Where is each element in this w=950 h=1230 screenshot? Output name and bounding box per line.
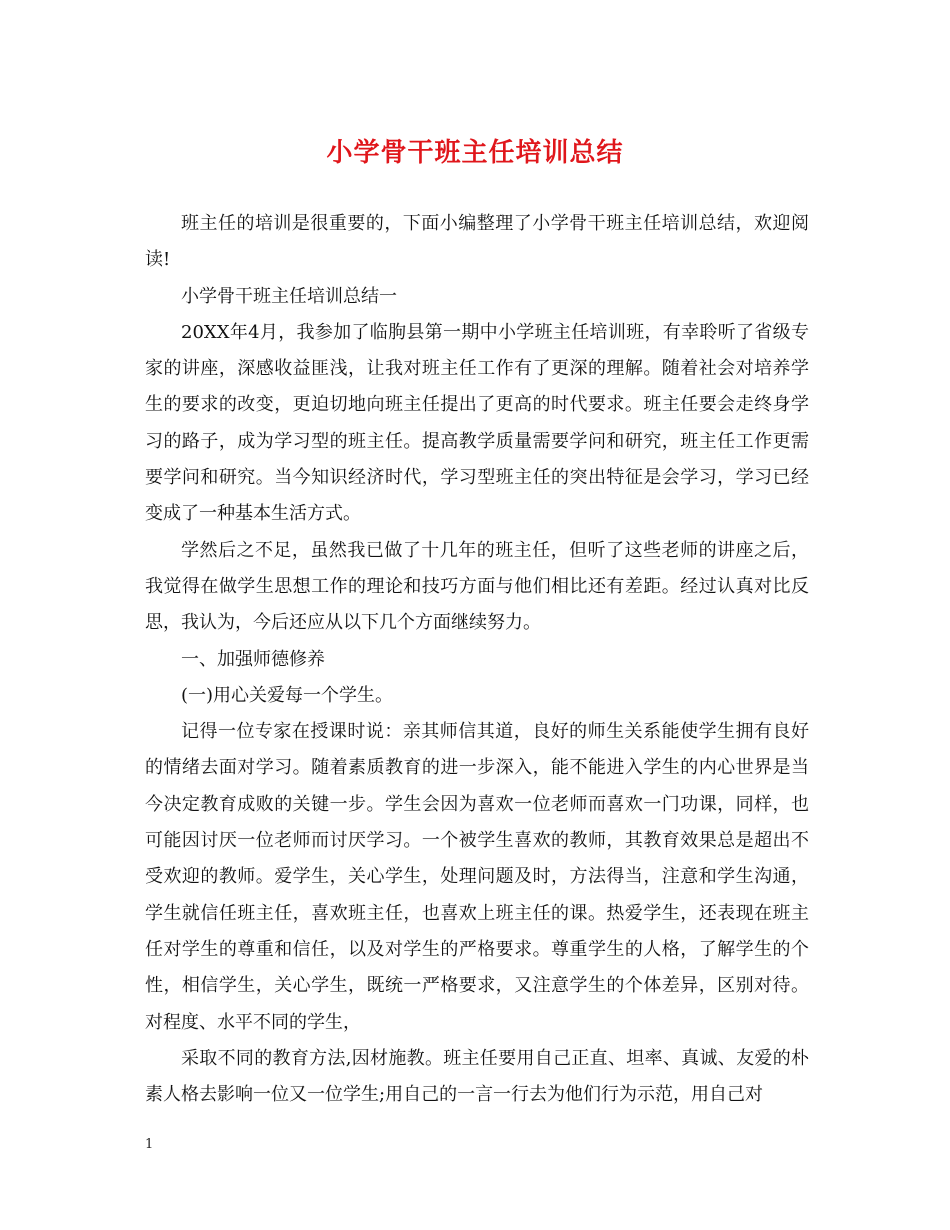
- subsection-heading: (一)用心关爱每一个学生。: [181, 684, 394, 706]
- paragraph: 20XX年4月，我参加了临朐县第一期中小学班主任培训班，有幸聆听了省级专家的讲座，深感收益匪浅，让我对班主任工作有了更深的理解。随着社会对培养学生的要求的改变，更迫切地向班主任提出了更高的时代要求。班主任要会走终身学习的路子，成为学习型的班主任。提高教学质量需要学问和研究，班主任工作更需要学问和研究。当今知识经济时代，学习型班主任的突出特征是会学习，学习已经变成了一种基本生活方式。: [145, 321, 809, 525]
- paragraph: 学然后之不足，虽然我已做了十几年的班主任，但听了这些老师的讲座之后，我觉得在做学生思想工作的理论和技巧方面与他们相比还有差距。经过认真对比反思，我认为，今后还应从以下几个方面继续努力。: [145, 539, 809, 634]
- section-heading: 小学骨干班主任培训总结一: [181, 285, 397, 307]
- paragraph: 班主任的培训是很重要的，下面小编整理了小学骨干班主任培训总结，欢迎阅读!: [145, 213, 809, 271]
- page-number: 1: [145, 1137, 154, 1152]
- paragraph: 采取不同的教育方法,因材施教。班主任要用自己正直、坦率、真诚、友爱的朴素人格去影响一位又一位学生;用自己的一言一行去为他们行为示范，用自己对: [145, 1047, 809, 1106]
- paragraph: 记得一位专家在授课时说：亲其师信其道，良好的师生关系能使学生拥有良好的情绪去面对学习。随着素质教育的进一步深入，能不能进入学生的内心世界是当今决定教育成败的关键一步。学生会因为喜欢一位老师而喜欢一门功课，同样，也可能因讨厌一位老师而讨厌学习。一个被学生喜欢的教师，其教育效果总是超出不受欢迎的教师。爱学生，关心学生，处理问题及时，方法得当，注意和学生沟通，学生就信任班主任，喜欢班主任，也喜欢上班主任的课。热爱学生，还表现在班主任对学生的尊重和信任，以及对学生的严格要求。尊重学生的人格，了解学生的个性，相信学生，关心学生，既统一严格要求，又注意学生的个体差异，区别对待。对程度、水平不同的学生，: [145, 721, 809, 1033]
- document-title: 小学骨干班主任培训总结: [326, 138, 624, 168]
- document-body: [145, 206, 809, 1113]
- section-heading: 一、加强师德修养: [181, 648, 325, 670]
